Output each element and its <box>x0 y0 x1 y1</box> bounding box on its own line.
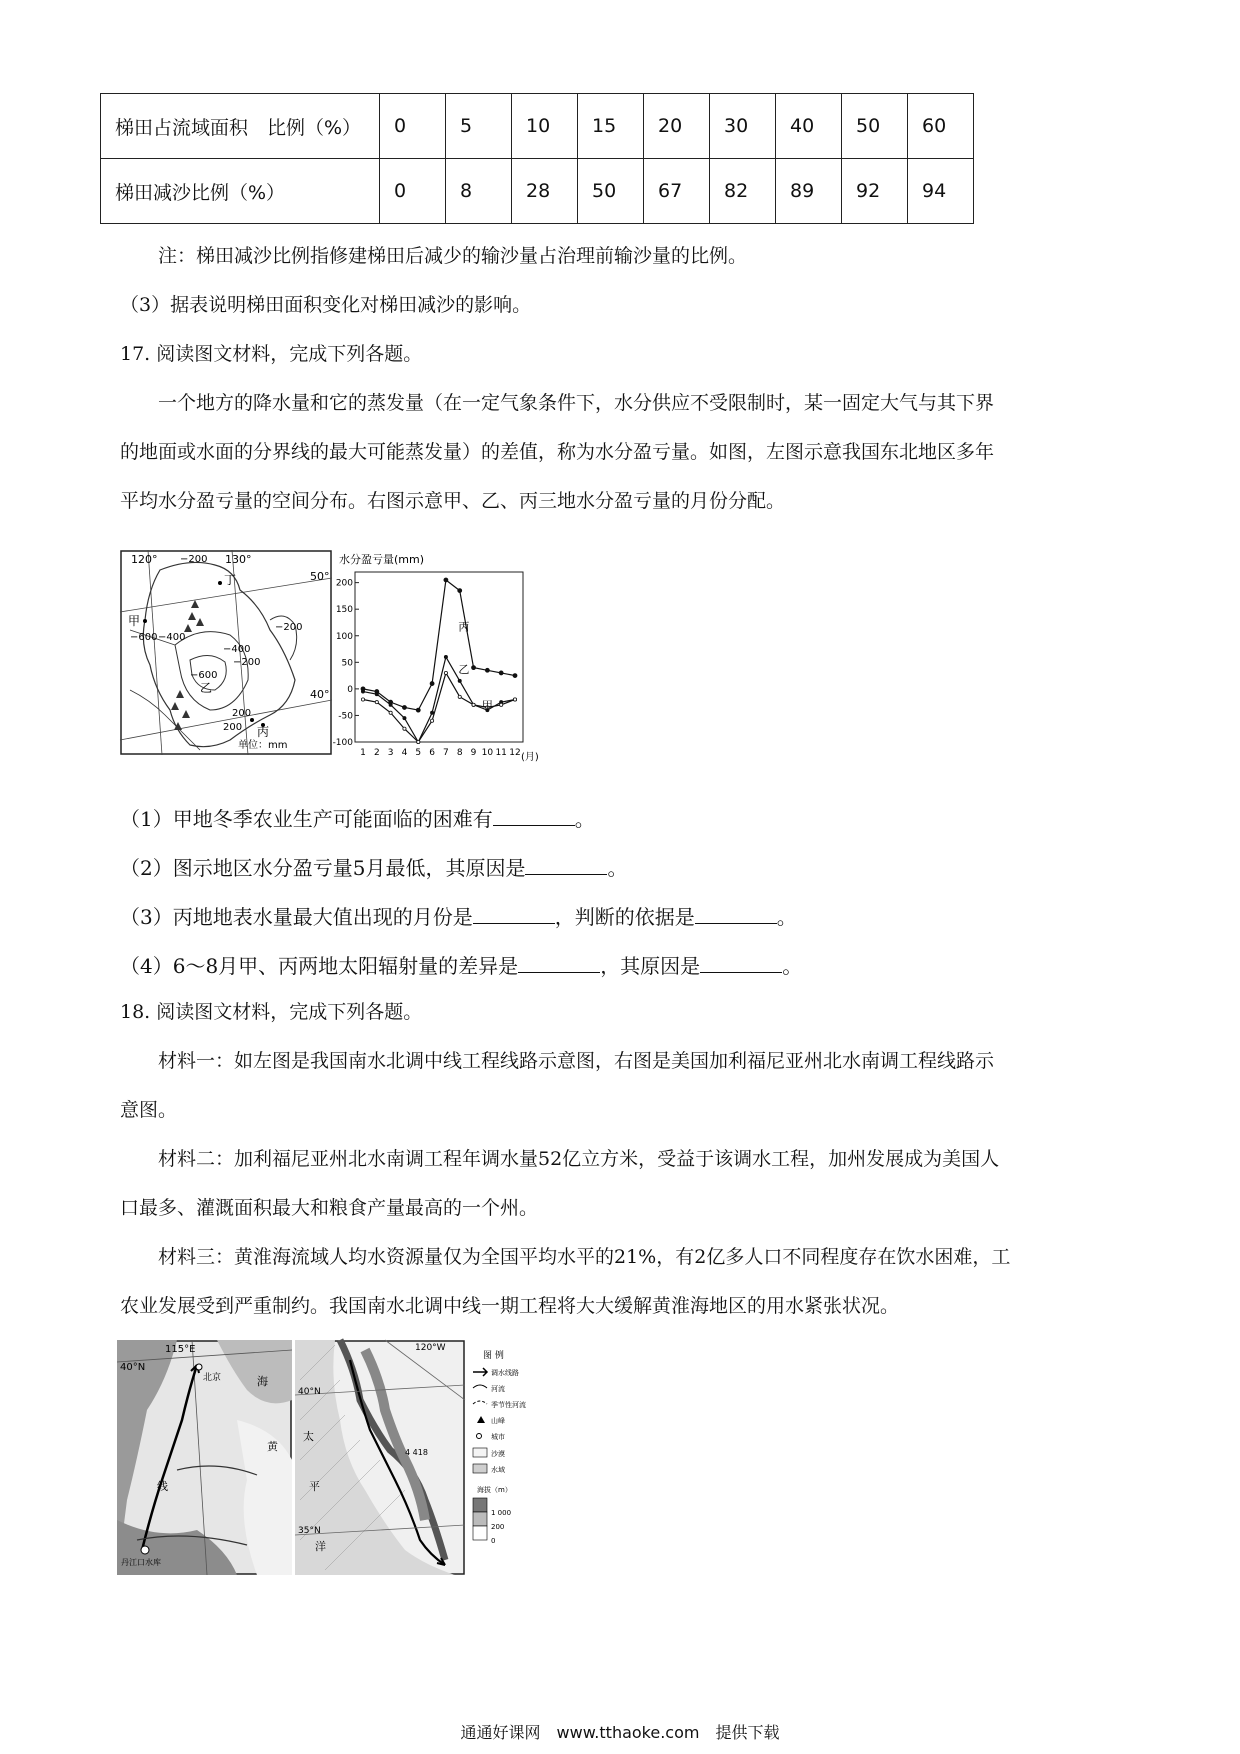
place-label: 丁 <box>224 573 237 587</box>
lon-label: 115°E <box>165 1344 196 1355</box>
terrace-table <box>100 93 974 224</box>
y-tick-label: 200 <box>335 578 353 589</box>
paragraph-line: 一个地方的降水量和它的蒸发量（在一定气象条件下，水分供应不受限制时，某一固定大气与其下界 <box>158 392 995 414</box>
row-label: 梯田占流域面积 比例（%） <box>101 94 380 159</box>
paragraph-line: 农业发展受到严重制约。我国南水北调中线一期工程将大大缓解黄淮海地区的用水紧张状况。 <box>120 1295 900 1317</box>
series-line <box>363 580 515 713</box>
map-legend <box>473 1349 526 1545</box>
answer-blank[interactable] <box>695 905 777 924</box>
legend-item: 山峰 <box>491 1417 505 1425</box>
contour-label: −600 <box>190 670 218 681</box>
data-point <box>416 708 420 712</box>
elev-label: 200 <box>491 1523 505 1531</box>
chart-xlabel: (月) <box>521 752 539 763</box>
data-point <box>403 727 406 730</box>
data-point <box>444 671 447 674</box>
x-tick-label: 3 <box>387 748 394 758</box>
ocean-label: 平 <box>309 1480 320 1493</box>
data-point <box>361 698 364 701</box>
unit-label: 单位：mm <box>238 740 288 751</box>
data-point <box>389 711 392 714</box>
data-point <box>472 666 476 670</box>
place-label: 甲 <box>128 614 141 628</box>
table-cell: 5 <box>446 94 512 159</box>
ocean-label: 洋 <box>315 1540 326 1553</box>
china-water-transfer-map <box>117 1340 292 1575</box>
map-label: 黄 <box>267 1440 278 1453</box>
data-point <box>430 682 434 686</box>
table-note: 注：梯田减沙比例指修建梯田后减少的输沙量占治理前输沙量的比例。 <box>158 245 748 267</box>
y-tick-label: -100 <box>332 738 353 748</box>
lat-label: 40° <box>310 688 330 701</box>
series-label: 乙 <box>458 662 470 676</box>
lon-label: 120° <box>131 553 158 566</box>
table-cell: 8 <box>446 159 512 224</box>
table-cell: 94 <box>908 159 974 224</box>
table-cell: 89 <box>776 159 842 224</box>
data-point <box>499 671 503 675</box>
lat-label: 50° <box>310 570 330 583</box>
x-tick-label: 10 <box>481 748 494 758</box>
lon-label: 120°W <box>415 1343 446 1353</box>
table-cell: 0 <box>380 94 446 159</box>
answer-blank[interactable] <box>700 954 782 973</box>
paragraph-line: 的地面或水面的分界线的最大可能蒸发量）的差值，称为水分盈亏量。如图，左图示意我国东北地区多年 <box>120 441 995 463</box>
y-tick-label: 50 <box>341 658 353 669</box>
table-cell: 28 <box>512 159 578 224</box>
data-point <box>500 703 503 706</box>
x-tick-label: 6 <box>429 748 435 758</box>
x-tick-label: 1 <box>360 748 366 758</box>
table-cell: 50 <box>842 94 908 159</box>
data-point <box>444 655 447 658</box>
data-point <box>361 690 364 693</box>
elev-label: 0 <box>491 1537 496 1545</box>
legend-item: 季节性河流 <box>491 1401 526 1409</box>
table-cell: 82 <box>710 159 776 224</box>
x-tick-label: 5 <box>415 748 422 758</box>
paragraph-line: 材料二：加利福尼亚州北水南调工程年调水量52亿立方米，受益于该调水工程，加州发展成为美国人 <box>158 1148 1000 1170</box>
data-point <box>402 705 406 709</box>
contour-label: −200 <box>233 657 261 668</box>
question-16-3: （3）据表说明梯田面积变化对梯田减沙的影响。 <box>120 294 532 316</box>
lon-label: 130° <box>225 553 252 566</box>
data-point <box>430 711 433 714</box>
y-tick-label: -50 <box>338 711 353 722</box>
contour-label: 200 <box>223 722 243 733</box>
contour-label: −200 <box>180 554 208 565</box>
question-17-title: 17. 阅读图文材料，完成下列各题。 <box>120 343 423 365</box>
x-tick-label: 4 <box>401 748 408 758</box>
data-point <box>375 701 378 704</box>
data-point <box>458 679 461 682</box>
table-row <box>101 94 974 159</box>
table-cell: 10 <box>512 94 578 159</box>
table-cell: 20 <box>644 94 710 159</box>
peak-label: 4 418 <box>405 1448 428 1457</box>
contour-label: −400 <box>223 644 251 655</box>
contour-label: −600 <box>130 632 158 643</box>
legend-item: 城市 <box>491 1433 505 1441</box>
x-tick-label: 9 <box>470 748 477 758</box>
data-point <box>513 674 517 678</box>
legend-item: 河流 <box>491 1385 505 1393</box>
table-row <box>101 159 974 224</box>
answer-blank[interactable] <box>525 856 607 875</box>
paragraph-line: 口最多、灌溉面积最大和粮食产量最高的一个州。 <box>120 1197 539 1219</box>
table-cell: 15 <box>578 94 644 159</box>
question-17-4: （4）6～8月甲、丙两地太阳辐射量的差异是 ，其原因是 。 <box>120 954 803 978</box>
y-tick-label: 150 <box>335 605 353 616</box>
place-label: 丙 <box>257 725 270 739</box>
data-point <box>417 740 420 743</box>
legend-title: 图 例 <box>483 1351 504 1361</box>
water-balance-chart <box>332 550 545 765</box>
x-tick-label: 7 <box>443 748 449 758</box>
table-cell: 30 <box>710 94 776 159</box>
page-footer: 通通好课网 www.tthaoke.com 提供下载 <box>460 1723 780 1742</box>
place-label: 乙 <box>200 681 213 695</box>
data-point <box>513 698 516 701</box>
contour-label: 200 <box>232 708 252 719</box>
table-cell: 0 <box>380 159 446 224</box>
table-cell: 40 <box>776 94 842 159</box>
map-label: 丹江口水库 <box>121 1558 161 1567</box>
data-point <box>444 578 448 582</box>
contour-label: −400 <box>158 632 186 643</box>
table-cell: 67 <box>644 159 710 224</box>
data-point <box>430 719 433 722</box>
paragraph-line: 材料三：黄淮海流域人均水资源量仅为全国平均水平的21%，有2亿多人口不同程度存在饮水困难，工 <box>158 1246 1011 1268</box>
lat-label: 40°N <box>120 1362 146 1373</box>
table-cell: 92 <box>842 159 908 224</box>
x-tick-label: 2 <box>373 748 380 758</box>
table-cell: 50 <box>578 159 644 224</box>
california-water-transfer-map <box>295 1340 545 1575</box>
paragraph-line: 平均水分盈亏量的空间分布。右图示意甲、乙、丙三地水分盈亏量的月份分配。 <box>120 490 786 512</box>
series-label: 甲 <box>481 699 493 713</box>
question-17-1: （1）甲地冬季农业生产可能面临的困难有 。 <box>120 807 595 831</box>
paragraph-line: 意图。 <box>120 1099 178 1121</box>
contour-label: −200 <box>275 622 303 633</box>
elev-title: 海拔（m） <box>477 1486 512 1494</box>
ocean-label: 太 <box>303 1430 314 1443</box>
northeast-map <box>120 550 332 755</box>
map-label: 海 <box>257 1375 268 1388</box>
chart-ylabel: 水分盈亏量(mm) <box>339 553 425 566</box>
question-17-3: （3）丙地地表水量最大值出现的月份是 ，判断的依据是 。 <box>120 905 797 929</box>
legend-item: 沙漠 <box>491 1450 505 1458</box>
x-tick-label: 11 <box>495 748 507 758</box>
row-label: 梯田减沙比例（%） <box>101 159 380 224</box>
x-tick-label: 8 <box>456 748 463 758</box>
elev-label: 1 000 <box>491 1509 512 1517</box>
answer-blank[interactable] <box>518 954 600 973</box>
table-cell: 60 <box>908 94 974 159</box>
data-point <box>375 693 378 696</box>
data-point <box>485 668 489 672</box>
data-point <box>458 695 461 698</box>
legend-item: 调水线路 <box>491 1369 519 1377</box>
answer-blank[interactable] <box>493 807 575 826</box>
paragraph-line: 材料一：如左图是我国南水北调中线工程线路示意图，右图是美国加利福尼亚州北水南调工程线路示 <box>158 1050 995 1072</box>
data-point <box>458 589 462 593</box>
data-point <box>403 716 406 719</box>
question-18-title: 18. 阅读图文材料，完成下列各题。 <box>120 1001 423 1023</box>
x-tick-label: 12 <box>509 748 521 758</box>
answer-blank[interactable] <box>473 905 555 924</box>
data-point <box>389 703 392 706</box>
y-tick-label: 100 <box>335 631 353 642</box>
legend-item: 水域 <box>491 1466 505 1474</box>
lat-label: 40°N <box>298 1387 321 1397</box>
y-tick-label: 0 <box>347 684 353 695</box>
map-label: 线 <box>157 1480 168 1493</box>
data-point <box>472 703 475 706</box>
question-17-2: （2）图示地区水分盈亏量5月最低，其原因是 。 <box>120 856 628 880</box>
map-label: 北京 <box>203 1373 222 1383</box>
series-label: 丙 <box>458 620 470 634</box>
lat-label: 35°N <box>298 1526 321 1536</box>
